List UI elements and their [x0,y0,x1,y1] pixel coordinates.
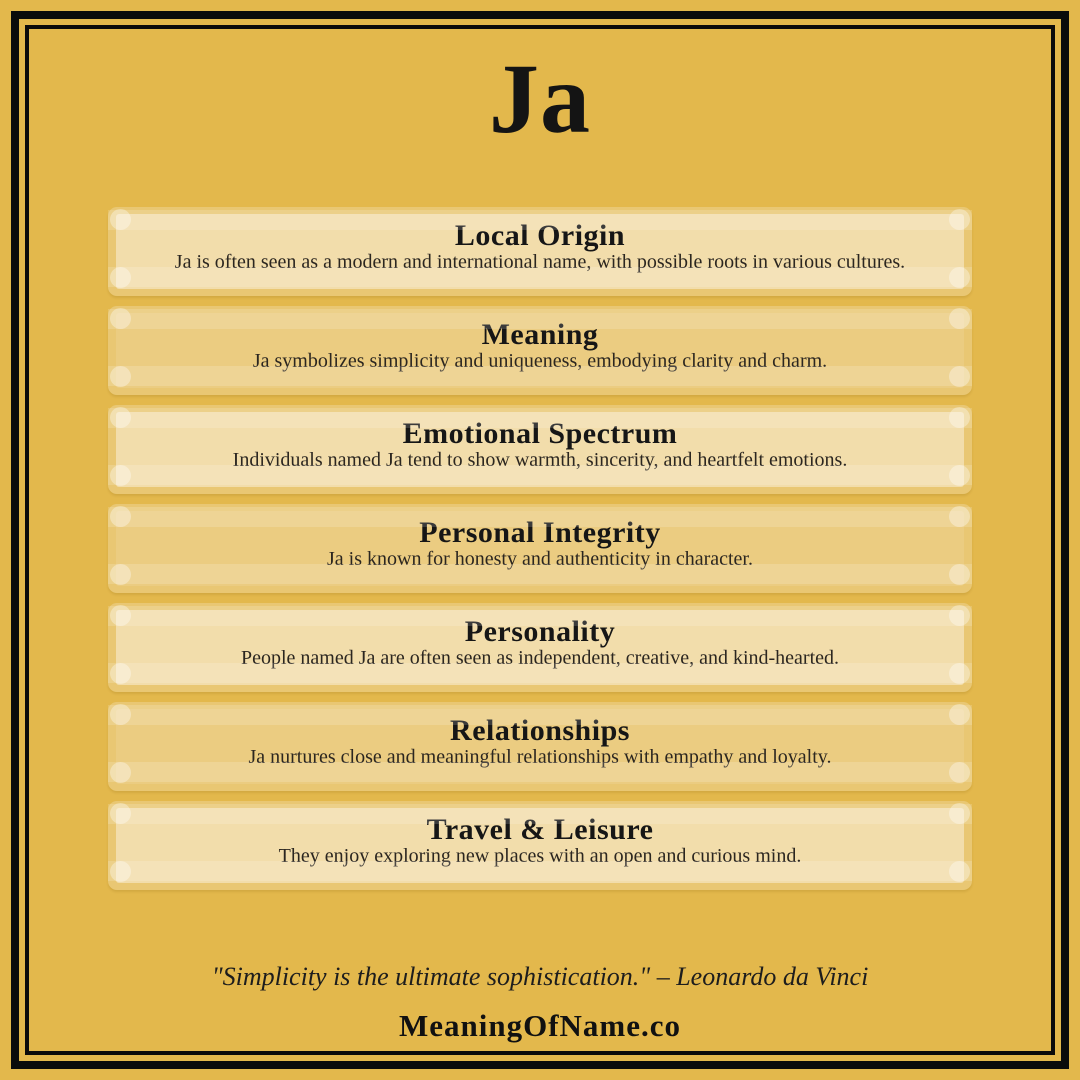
section-card-meaning [108,306,972,395]
section-title: Travel & Leisure [426,813,654,846]
footer [212,960,869,1044]
section-title: Relationships [450,714,630,747]
sections-list [108,207,972,890]
card-body [116,511,964,586]
section-card-relationships [108,702,972,791]
card-body [116,412,964,487]
card-body [116,214,964,289]
section-description: Ja is often seen as a modern and international name, with possible roots in various cultures. [174,251,906,273]
content-area [29,29,1051,1051]
card-body [116,313,964,388]
section-description: Ja symbolizes simplicity and uniqueness, embodying clarity and charm. [252,350,828,372]
section-card-personal-integrity [108,504,972,593]
section-card-travel-leisure [108,801,972,890]
card-body [116,709,964,784]
outer-border-frame [11,11,1069,1069]
section-description: Ja nurtures close and meaningful relationships with empathy and loyalty. [248,746,832,768]
section-description: Ja is known for honesty and authenticity in character. [327,548,753,570]
section-title: Personal Integrity [419,516,661,549]
section-title: Personality [464,615,616,648]
section-card-emotional-spectrum [108,405,972,494]
section-title: Emotional Spectrum [402,417,678,450]
section-card-personality [108,603,972,692]
quote-text: "Simplicity is the ultimate sophistication." – Leonardo da Vinci [211,962,869,991]
card-body [116,610,964,685]
section-description: People named Ja are often seen as independent, creative, and kind-hearted. [240,647,840,669]
section-title: Meaning [481,318,599,351]
section-description: Individuals named Ja tend to show warmth, sincerity, and heartfelt emotions. [232,449,848,471]
section-card-local-origin [108,207,972,296]
header [29,29,1051,207]
section-description: They enjoy exploring new places with an open and curious mind. [278,845,802,867]
page-title: Ja [489,43,591,154]
inner-border-frame [25,25,1055,1055]
card-body [116,808,964,883]
website-wordmark: MeaningOfName.co [398,1007,682,1043]
section-title: Local Origin [454,219,626,252]
